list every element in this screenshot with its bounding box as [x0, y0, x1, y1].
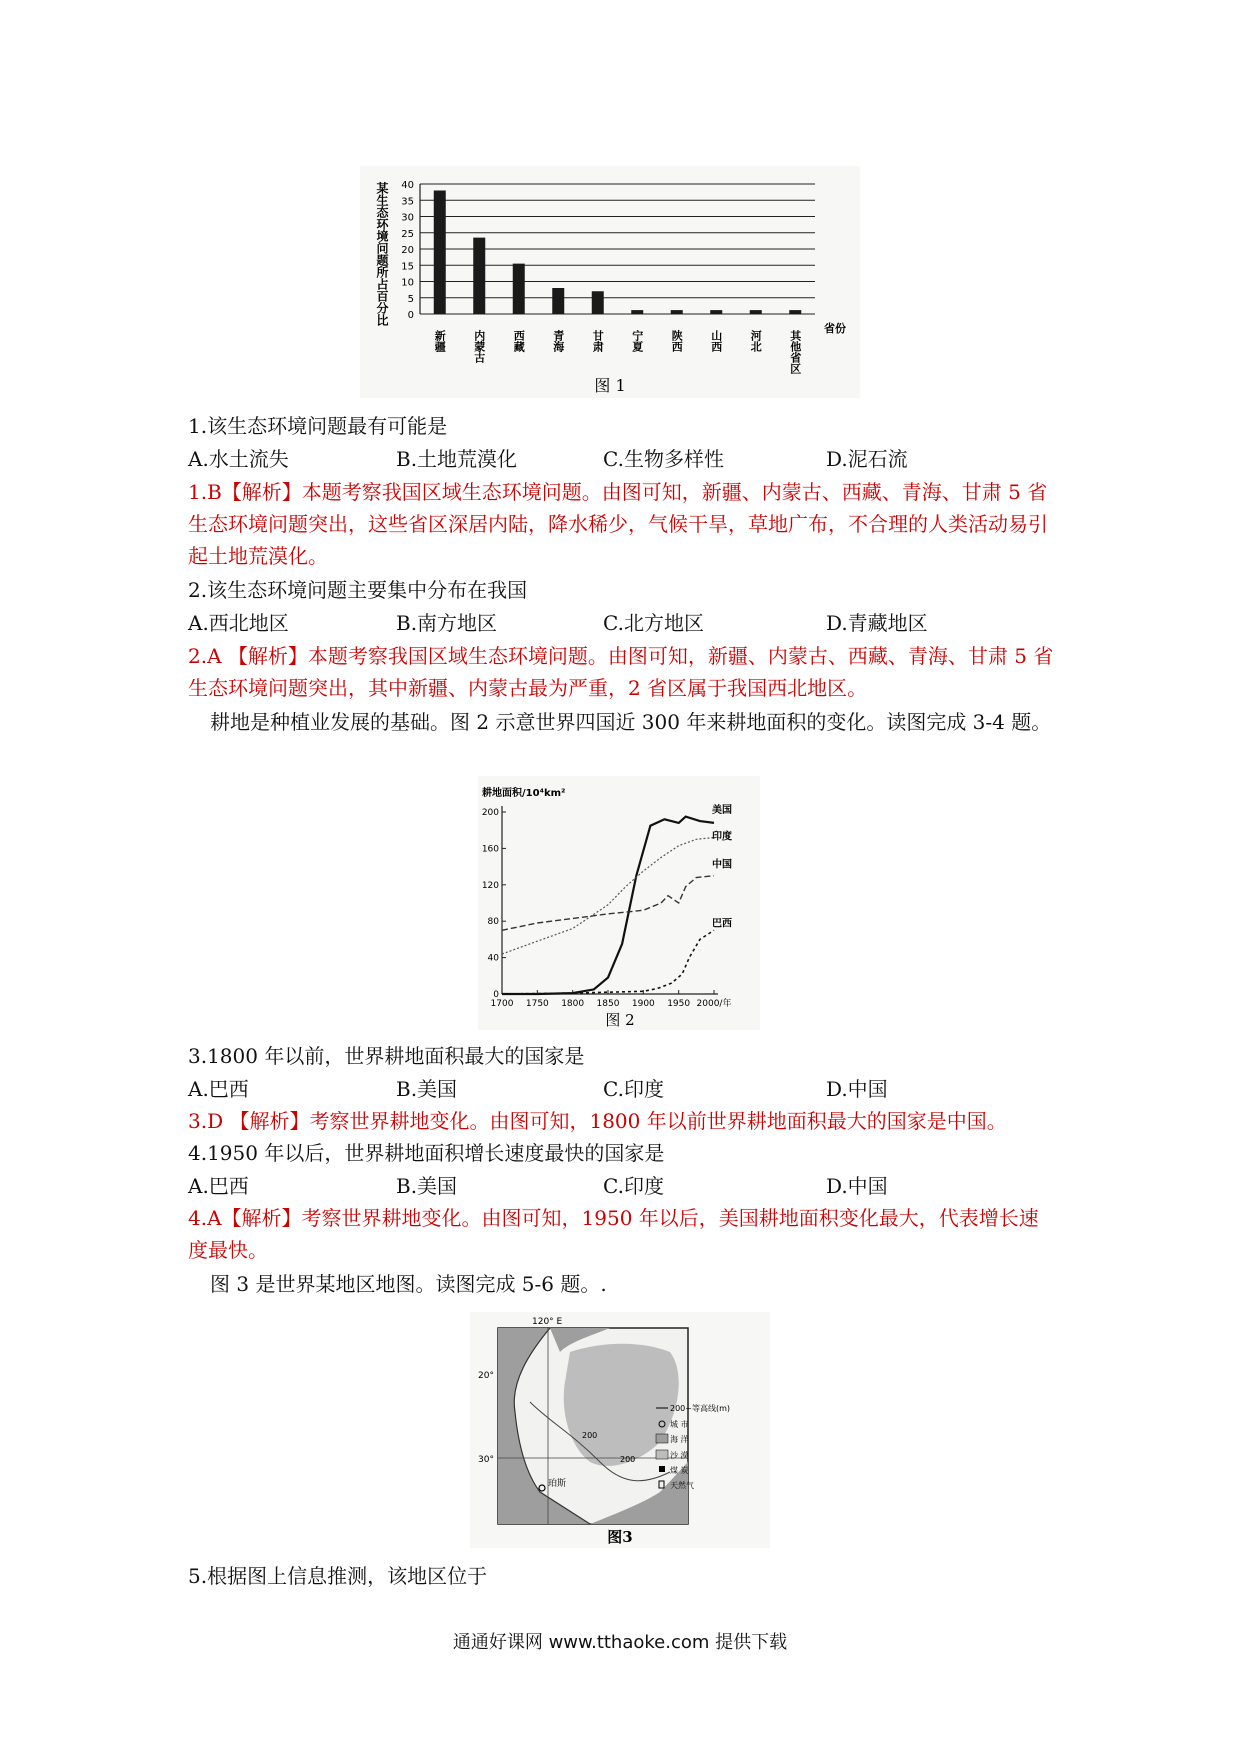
fig1-x-label-3: 青海: [551, 330, 565, 352]
page-footer: 通通好课网 www.tthaoke.com 提供下载: [452, 1632, 788, 1653]
fig1-bar-7: [710, 310, 722, 314]
fig2-series-label-3: 巴西: [712, 918, 732, 930]
fig1-bar-2: [513, 264, 525, 314]
fig1-x-label-5: 宁夏: [630, 330, 644, 352]
q3-option-c[interactable]: C.印度: [603, 1077, 664, 1101]
q3-option-b[interactable]: B.美国: [396, 1077, 458, 1101]
fig1-x-label-7: 山西: [709, 330, 723, 352]
q1-option-a[interactable]: A.水土流失: [188, 447, 289, 471]
figure-3: [470, 1312, 770, 1548]
line-chart: [478, 776, 760, 1030]
fig1-bar-8: [750, 310, 762, 314]
legend-coal: 煤 炭: [670, 1466, 689, 1475]
q4-option-d[interactable]: D.中国: [826, 1174, 888, 1198]
fig2-series-label-2: 中国: [712, 859, 732, 871]
fig1-x-label-4: 甘肃: [591, 330, 605, 352]
q2-options: [188, 607, 1058, 639]
city-label: 珀斯: [548, 1479, 567, 1489]
legend-coal-icon: [659, 1466, 665, 1472]
legend-city: 城 市: [670, 1420, 689, 1429]
fig1-bar-1: [473, 238, 485, 314]
q1-options: [188, 443, 1058, 475]
fig2-series-3: [502, 930, 714, 994]
fig1-x-label-9: 其他省区: [788, 330, 802, 374]
fig1-bar-3: [552, 288, 564, 314]
fig2-y-tick-200: 200: [481, 808, 499, 818]
q5-stem: 5.根据图上信息推测，该地区位于: [188, 1564, 488, 1588]
contour-label-1: 200: [582, 1431, 598, 1440]
q2-stem: 2.该生态环境问题主要集中分布在我国: [188, 578, 528, 602]
q1-answer: 1.B【解析】本题考察我国区域生态环境问题。由图可知，新疆、内蒙古、西藏、青海、甘肃 5 省生态环境问题突出，这些省区深居内陆，降水稀少，气候干旱，草地广布，不合理的人类活动易引起土地荒漠化。: [188, 480, 1048, 568]
fig1-bar-6: [671, 310, 683, 314]
fig1-x-label-1: 内蒙古: [472, 330, 486, 363]
fig2-x-tick-4: 1900: [631, 999, 655, 1009]
fig1-y-tick-20: 20: [401, 245, 414, 256]
legend-desert: 沙 漠: [670, 1451, 689, 1460]
fig1-bar-0: [434, 191, 446, 315]
lon-label: 120° E: [532, 1317, 563, 1327]
fig1-caption: 图 1: [594, 376, 626, 395]
fig1-x-label-6: 陕西: [670, 330, 684, 352]
fig2-x-tick-2: 1800: [561, 999, 585, 1009]
q2-answer: 2.A 【解析】本题考察我国区域生态环境问题。由图可知，新疆、内蒙古、西藏、青海、甘肃 5 省生态环境问题突出，其中新疆、内蒙古最为严重，2 省区属于我国西北地区。: [188, 644, 1054, 700]
fig2-caption: 图 2: [605, 1011, 635, 1029]
q4-options: [188, 1170, 1058, 1202]
lat-label-30: 30°: [478, 1455, 494, 1465]
q3-option-a[interactable]: A.巴西: [188, 1077, 249, 1101]
q3-options: [188, 1073, 1058, 1105]
q4-option-b[interactable]: B.美国: [396, 1174, 458, 1198]
map: [470, 1312, 770, 1548]
fig2-series-2: [502, 876, 714, 931]
fig1-y-tick-40: 40: [401, 180, 414, 191]
fig1-y-tick-10: 10: [401, 277, 414, 289]
fig2-y-tick-40: 40: [487, 953, 499, 964]
fig2-x-tick-0: 1700: [490, 999, 514, 1009]
legend-ocean: 海 洋: [670, 1435, 689, 1444]
q3-answer: 3.D 【解析】考察世界耕地变化。由图可知，1800 年以前世界耕地面积最大的国家是中国。: [188, 1109, 1007, 1133]
fig1-bar-4: [592, 291, 604, 314]
fig1-ylabel: 某生态环境问题所占百分比: [375, 182, 389, 326]
fig1-x-label-0: 新疆: [433, 330, 447, 352]
fig3-caption: 图3: [607, 1528, 633, 1546]
fig2-series-label-1: 印度: [712, 831, 732, 843]
q4-answer: 4.A【解析】考察世界耕地变化。由图可知，1950 年以后，美国耕地面积变化最大，代表增长速度最快。: [188, 1206, 1039, 1262]
fig2-ylabel: 耕地面积/10⁴km²: [482, 788, 566, 799]
fig1-y-tick-5: 5: [407, 293, 414, 305]
fig2-x-tick-3: 1850: [596, 999, 620, 1009]
legend-gas: 天然气: [670, 1481, 694, 1490]
intro-figure2: 耕地是种植业发展的基础。图 2 示意世界四国近 300 年来耕地面积的变化。读图完成 3-4 题。: [210, 710, 1052, 734]
fig1-y-tick-0: 0: [407, 310, 414, 321]
fig1-y-tick-25: 25: [401, 228, 414, 240]
fig1-y-tick-15: 15: [401, 261, 414, 273]
q3-option-d[interactable]: D.中国: [826, 1077, 888, 1101]
fig2-y-tick-120: 120: [481, 880, 499, 891]
q1-stem: 1.该生态环境问题最有可能是: [188, 414, 448, 438]
fig2-series-label-0: 美国: [712, 804, 732, 816]
q2-option-a[interactable]: A.西北地区: [188, 611, 289, 635]
q2-option-c[interactable]: C.北方地区: [603, 611, 704, 635]
legend-desert-swatch: [656, 1450, 668, 1459]
figure-1: [360, 166, 860, 398]
q1-option-c[interactable]: C.生物多样性: [603, 447, 724, 471]
q4-stem: 4.1950 年以后，世界耕地面积增长速度最快的国家是: [188, 1141, 665, 1165]
q1-option-d[interactable]: D.泥石流: [826, 447, 908, 471]
fig1-x-label-8: 河北: [749, 330, 763, 352]
q3-stem: 3.1800 年以前，世界耕地面积最大的国家是: [188, 1044, 585, 1068]
fig1-x-label-2: 西藏: [512, 330, 526, 352]
fig2-y-tick-160: 160: [481, 844, 499, 855]
lat-label-20: 20°: [478, 1371, 494, 1381]
q4-option-a[interactable]: A.巴西: [188, 1174, 249, 1198]
q2-option-d[interactable]: D.青藏地区: [826, 611, 928, 635]
fig2-x-tick-5: 1950: [667, 999, 691, 1009]
fig2-y-tick-0: 0: [493, 990, 499, 1000]
fig2-x-tick-6: 2000/年: [696, 999, 732, 1009]
fig1-y-tick-30: 30: [401, 212, 414, 224]
q4-option-c[interactable]: C.印度: [603, 1174, 664, 1198]
bar-chart: [360, 166, 860, 398]
fig2-y-tick-80: 80: [487, 917, 499, 928]
intro-figure3: 图 3 是世界某地区地图。读图完成 5-6 题。.: [210, 1272, 607, 1296]
fig2-x-tick-1: 1750: [525, 999, 549, 1009]
fig1-xlabel: 省份: [824, 322, 846, 335]
figure-2: [478, 776, 760, 1030]
fig1-bar-9: [789, 310, 801, 314]
contour-label-2: 200: [620, 1455, 636, 1464]
q2-option-b[interactable]: B.南方地区: [396, 611, 498, 635]
fig1-y-tick-35: 35: [401, 196, 414, 208]
legend-contour: 200~等高线(m): [670, 1404, 731, 1413]
legend-ocean-swatch: [656, 1434, 668, 1443]
fig1-bar-5: [631, 310, 643, 314]
q1-option-b[interactable]: B.土地荒漠化: [396, 447, 518, 471]
